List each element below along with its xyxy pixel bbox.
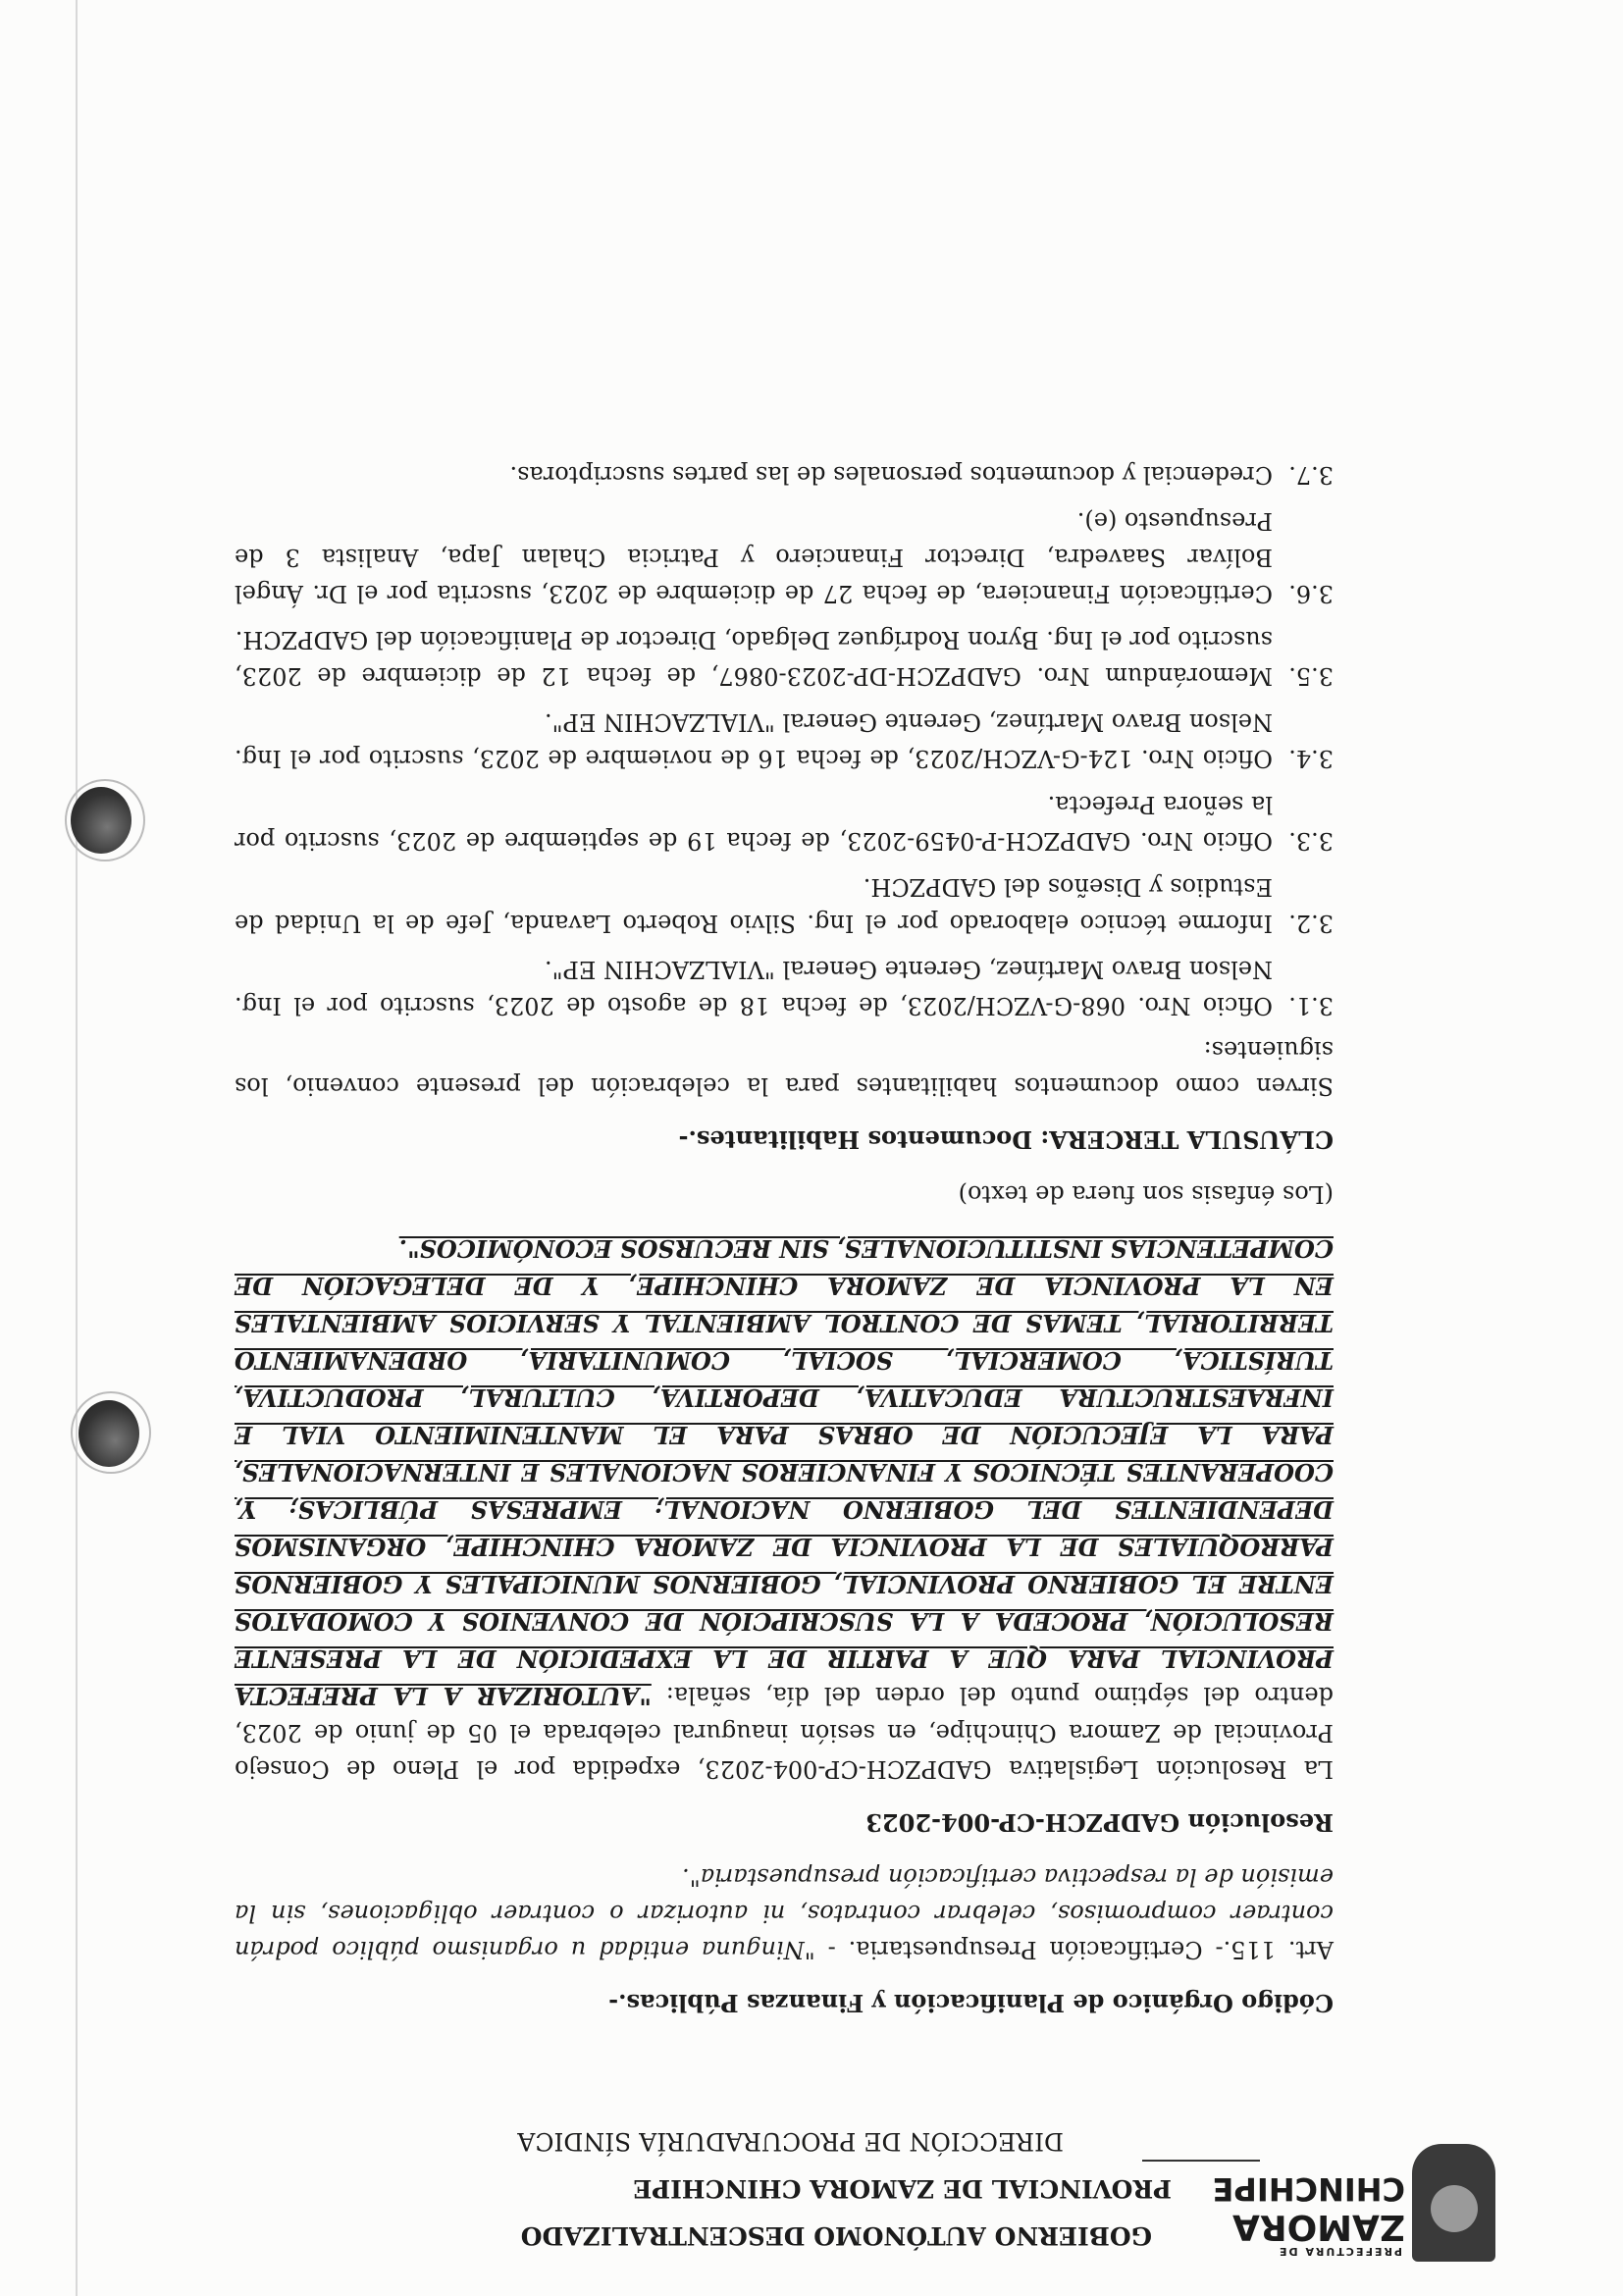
list-item-number: 3.2.: [1288, 910, 1334, 937]
list-item-text: Oficio Nro. 068-G-VZCH/2023, de fecha 18 de agosto de 2023, suscrito por el Ing. Nelson Bravo Martínez, Gerente General "VIALZACHIN EP".: [235, 956, 1273, 1019]
article-115-paragraph: [235, 1858, 1334, 1967]
list-item: [235, 951, 1334, 1023]
emphasis-note: (Los énfasis son fuera de texto): [958, 1180, 1334, 1208]
list-item: [235, 456, 1334, 493]
document-body: [235, 446, 1334, 2021]
list-item-number: 3.1.: [1288, 992, 1334, 1019]
header-institution-line1: GOBIERNO AUTÓNOMO DESCENTRALIZADO: [520, 2221, 1152, 2250]
list-item-number: 3.5.: [1288, 662, 1334, 690]
habilitating-documents-list: [235, 456, 1334, 1023]
list-item-number: 3.6.: [1288, 580, 1334, 607]
article-quote: "Ninguna entidad u organismo público podrán contraer compromisos, celebrar contratos, ni autorizar o contraer obligaciones, sin la emisión de la respectiva certificación presupuestaria".: [235, 1863, 1334, 1963]
list-item-text: Oficio Nro. 124-G-VZCH/2023, de fecha 16 de noviembre de 2023, suscrito por el Ing. Nelson Bravo Martínez, Gerente General "VIALZACHIN EP".: [235, 708, 1273, 772]
header-institution-line2: PROVINCIAL DE ZAMORA CHINCHIPE: [633, 2174, 1172, 2203]
resolution-paragraph: [235, 1229, 1334, 1787]
list-item-text: Credencial y documentos personales de las partes suscriptoras.: [509, 461, 1273, 489]
scan-edge-line: [76, 0, 78, 2296]
list-item: [235, 786, 1334, 859]
binder-hole: [79, 1400, 139, 1467]
list-item: [235, 704, 1334, 776]
article-intro: Art. 115.- Certificación Presupuestaria. -: [814, 1936, 1334, 1963]
resolution-text: La Resolución Legislativa GADPZCH-CP-004-2023, expedida por el Pleno de Consejo Provincial de Zamora Chinchipe, en sesión inaugural celebrada el 05 de junio de 2023, dentro del séptimo punto del orden del día, señala:: [235, 1682, 1334, 1783]
code-heading: Código Orgánico de Planificación y Finanzas Públicas.-: [608, 1989, 1334, 2017]
logo-name-line1: ZAMORA: [1232, 2207, 1405, 2247]
list-item: [235, 868, 1334, 941]
list-item-number: 3.4.: [1288, 745, 1334, 772]
clause-intro: Sirven como documentos habilitantes para la celebración del presente convenio, los siguientes:: [235, 1036, 1334, 1100]
list-item-text: Oficio Nro. GADPZCH-P-0459-2023, de fecha 19 de septiembre de 2023, suscrito por la señora Prefecta.: [235, 791, 1273, 855]
list-item-number: 3.7.: [1288, 461, 1334, 489]
header-department: DIRECCIÓN DE PROCURADURÍA SÍNDICA: [517, 2127, 1064, 2156]
logo-name-line2: CHINCHIPE: [1212, 2170, 1405, 2208]
prefectura-logo: [1212, 2124, 1495, 2271]
list-item-text: Memorándum Nro. GADPZCH-DP-2023-0867, de fecha 12 de diciembre de 2023, suscrito por el Ing. Byron Rodríguez Delgado, Director de Planificación del GADPZCH.: [235, 626, 1273, 690]
resolution-heading: Resolución GADPZCH-CP-004-2023: [865, 1808, 1334, 1837]
binder-hole: [71, 787, 131, 854]
logo-prefix: PREFECTURA DE: [1277, 2245, 1402, 2258]
clause-heading: CLÁUSULA TERCERA: Documentos Habilitantes.-: [678, 1125, 1334, 1154]
list-item: [235, 502, 1334, 611]
header-rule: [1142, 2160, 1260, 2162]
list-item-text: Informe técnico elaborado por el Ing. Silvio Roberto Lavanda, Jefe de la Unidad de Estudios y Diseños del GADPZCH.: [235, 873, 1273, 937]
list-item-text: Certificación Financiera, de fecha 27 de diciembre de 2023, suscrita por el Dr. Ángel Bolívar Saavedra, Director Financiero y Patricia Chalan Japa, Analista 3 de Presupuesto (e).: [235, 507, 1273, 607]
list-item-number: 3.3.: [1288, 827, 1334, 855]
provincial-emblem-icon: [1412, 2144, 1495, 2262]
resolution-quote: "AUTORIZAR A LA PREFECTA PROVINCIAL PARA QUE A PARTIR DE LA EXPEDICIÓN DE LA PRESENTE RESOLUCIÓN, PROCEDA A LA SUSCRIPCIÓN DE CONVENIOS Y COMODATOS ENTRE EL GOBIERNO PROVINCIAL, GOBIERNOS MUNICIPALES Y GOBIERNOS PARROQUIALES DE LA PROVINCIA DE ZAMORA CHINCHIPE, ORGANISMOS DEPENDIENTES DEL GOBIERNO NACIONAL; EMPRESAS PÚBLICAS; Y, COOPERANTES TÉCNICOS Y FINANCIEROS NACIONALES E INTERNACIONALES, PARA LA EJECUCIÓN DE OBRAS PARA EL MANTENIMIENTO VIAL E INFRAESTRUCTURA EDUCATIVA, DEPORTIVA, CULTURAL, PRODUCTIVA, TURÍSTICA, COMERCIAL, SOCIAL, COMUNITARIA, ORDENAMIENTO TERRITORIAL, TEMAS DE CONTROL AMBIENTAL Y SERVICIOS AMBIENTALES EN LA PROVINCIA DE ZAMORA CHINCHIPE, Y DE DELEGACIÓN DE COMPETENCIAS INSTITUCIONALES, SIN RECURSOS ECONÓMICOS".: [235, 1234, 1334, 1710]
list-item: [235, 621, 1334, 694]
letterhead: [122, 2075, 1495, 2271]
